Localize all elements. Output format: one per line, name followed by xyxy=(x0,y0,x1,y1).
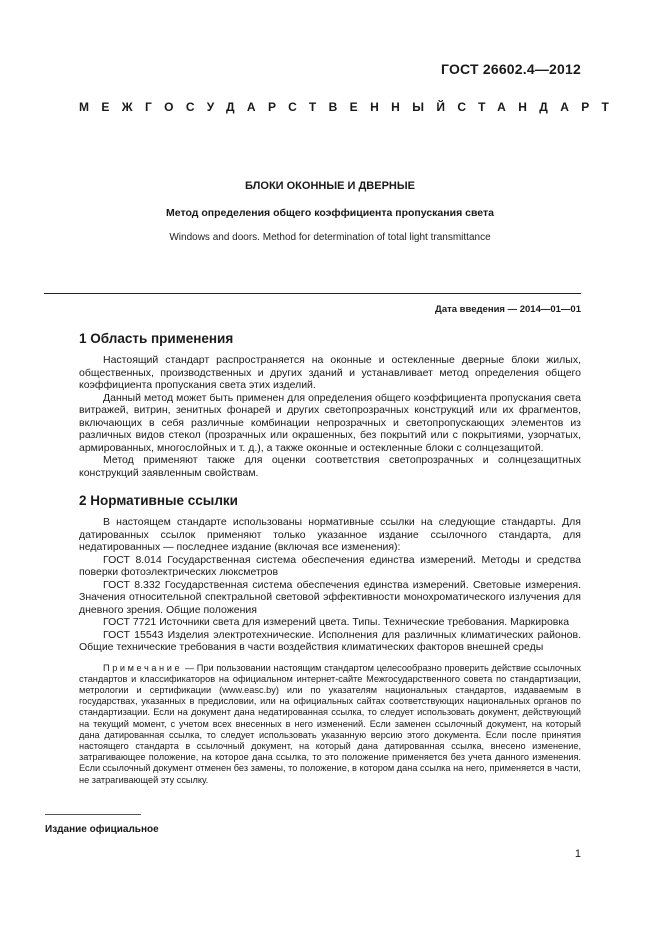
document-body xyxy=(79,331,581,795)
section-heading: 1 Область применения xyxy=(79,331,234,346)
paragraph: Настоящий стандарт распространяется на оконные и остекленные дверные блоки жилых, общественных, производственных и других зданий и устанавливает метод определения общего коэффициента пропускания света этих изделий. xyxy=(79,354,581,391)
paragraph: В настоящем стандарте использованы нормативные ссылки на следующие стандарты. Для датированных ссылок применяют только указанное издание ссылочного стандарта, для недатированных — последнее издание (включая все изменения): xyxy=(79,516,581,553)
title-divider xyxy=(44,293,581,294)
note-label: Примечание xyxy=(103,662,183,673)
document-subtitle: Метод определения общего коэффициента пропускания света xyxy=(166,207,494,219)
note-text: — При пользовании настоящим стандартом целесообразно проверить действие ссылочных стандартов и классификаторов на официальном интернет-сайте Межгосударственного совета по стандартизации, метрологии и сертификации (www.easc.by) или по указателям национальных стандартов, издаваемым в государствах, указанных в предисловии, или на официальных сайтах соответствующих национальных органов по стандартизации. Если на документ дана недатированная ссылка, то следует использовать документ, действующий на текущий момент, с учетом всех внесенных в него изменений. Если заменен ссылочный документ, на который дана датированная ссылка, то следует использовать указанную версию этого документа. Если после принятия настоящего стандарта в ссылочный документ, на который дана датированная ссылка, внесено изменение, затрагивающее положение, на которое дана ссылка, то это положение применяется без учета данного изменения. Если ссылочный документ отменен без замены, то положение, в котором дана ссылка на него, применяется в части, не затрагивающей эту ссылку. xyxy=(79,662,581,785)
section-heading: 2 Нормативные ссылки xyxy=(79,493,238,508)
paragraph: Метод применяют также для оценки соответствия светопрозрачных и солнцезащитных конструкций заявленным свойствам. xyxy=(79,454,581,479)
paragraph: Данный метод может быть применен для определения общего коэффициента пропускания света витражей, витрин, зенитных фонарей и других светопрозрачных конструкций или их фрагментов, включающих в себя различные комбинации непрозрачных и светопропускающих элементов из различных видов стекол (прозрачных или окрашенных, без покрытий или с покрытиями, узорчатых, армированных, многослойных и т. д.), а также оконные и остекленные блоки с солнцезащитой. xyxy=(79,391,581,454)
reference-item: ГОСТ 8.014 Государственная система обеспечения единства измерений. Методы и средства поверки фотоэлектрических люксметров xyxy=(79,553,581,578)
page-number: 1 xyxy=(574,848,581,860)
document-title-english: Windows and doors. Method for determination of total light transmittance xyxy=(169,232,491,243)
reference-item: ГОСТ 8.332 Государственная система обеспечения единства измерений. Световые измерения. Значения относительной спектральной световой эффективности монохроматического излучения для дневного зрения. Общие положения xyxy=(79,578,581,616)
title-block xyxy=(79,180,581,243)
section-scope xyxy=(79,331,581,479)
banner-word-interstate: МЕЖГОСУДАРСТВЕННЫЙ xyxy=(79,100,458,114)
section-normative-references xyxy=(79,493,581,786)
document-number: ГОСТ 26602.4—2012 xyxy=(441,61,581,77)
note-block xyxy=(79,663,581,786)
reference-item: ГОСТ 15543 Изделия электротехнические. Исполнения для различных климатических районов. Общие технические требования в части воздействия климатических факторов внешней среды xyxy=(79,628,581,653)
edition-label: Издание официальное xyxy=(45,824,159,835)
introduction-date: Дата введения — 2014—01—01 xyxy=(435,304,581,315)
reference-item: ГОСТ 7721 Источники света для измерений цвета. Типы. Технические требования. Маркировка xyxy=(103,616,570,628)
document-title: БЛОКИ ОКОННЫЕ И ДВЕРНЫЕ xyxy=(245,180,415,192)
footer-rule xyxy=(45,814,141,815)
banner-word-standard: СТАНДАРТ xyxy=(457,100,622,114)
standard-banner xyxy=(79,99,622,115)
